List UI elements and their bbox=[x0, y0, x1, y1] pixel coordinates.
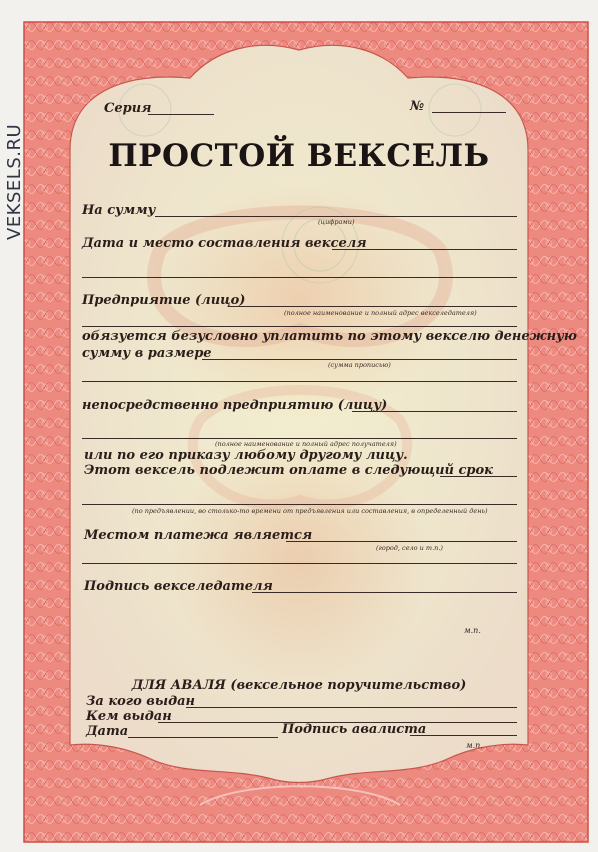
enterprise-label: Предприятие (лицо) bbox=[82, 293, 246, 308]
order-text: или по его приказу любому другому лицу. bbox=[84, 448, 408, 463]
date-place-field-2[interactable] bbox=[82, 277, 517, 278]
date-place-field[interactable] bbox=[332, 249, 517, 250]
series-label: Серия bbox=[104, 101, 152, 116]
payment-place-label: Местом платежа является bbox=[84, 528, 313, 543]
signature-field[interactable] bbox=[252, 592, 517, 593]
aval-date-label: Дата bbox=[86, 724, 129, 739]
obligation-text-2: сумму в размере bbox=[82, 346, 212, 361]
number-field[interactable] bbox=[432, 112, 506, 113]
amount-label: На сумму bbox=[82, 203, 156, 218]
enterprise-hint: (полное наименование и полный адрес векселедателя) bbox=[284, 309, 477, 317]
signature-label: Подпись векселедателя bbox=[84, 579, 273, 594]
directly-label: непосредственно предприятию (лицу) bbox=[82, 398, 388, 413]
aval-signature-field[interactable] bbox=[410, 735, 517, 736]
payment-place-field[interactable] bbox=[286, 541, 517, 542]
watermark-text: VEKSELS.RU bbox=[4, 123, 25, 240]
seal-label: м.п. bbox=[464, 626, 481, 635]
number-label: № bbox=[410, 99, 425, 114]
amount-hint: (цифрами) bbox=[318, 218, 355, 226]
payment-place-field-2[interactable] bbox=[82, 563, 517, 564]
term-label: Этот вексель подлежит оплате в следующий срок bbox=[84, 463, 493, 478]
enterprise-field[interactable] bbox=[228, 306, 517, 307]
aval-seal-label: м.п. bbox=[466, 741, 483, 750]
aval-issued-by-label: Кем выдан bbox=[86, 709, 172, 724]
amount-field[interactable] bbox=[155, 216, 517, 217]
term-field[interactable] bbox=[440, 476, 517, 477]
aval-date-field[interactable] bbox=[128, 737, 278, 738]
document-title: ПРОСТОЙ ВЕКСЕЛЬ bbox=[108, 138, 490, 174]
sum-words-field[interactable] bbox=[202, 359, 517, 360]
aval-heading: ДЛЯ АВАЛЯ (вексельное поручительство) bbox=[131, 678, 467, 693]
series-field[interactable] bbox=[148, 114, 214, 115]
obligation-text-1: обязуется безусловно уплатить по этому векселю денежную bbox=[82, 329, 577, 344]
sum-words-field-2[interactable] bbox=[82, 381, 517, 382]
enterprise-field-2[interactable] bbox=[82, 326, 517, 327]
payment-place-hint: (город, село и т.п.) bbox=[376, 544, 443, 552]
recipient-hint: (полное наименование и полный адрес получателя) bbox=[215, 440, 397, 448]
aval-for-whom-label: За кого выдан bbox=[86, 694, 196, 709]
sum-words-hint: (сумма прописью) bbox=[328, 361, 391, 369]
term-field-2[interactable] bbox=[82, 504, 517, 505]
recipient-field[interactable] bbox=[352, 411, 517, 412]
term-hint: (по предъявлении, во столько-то времени от предъявления или составления, в определенный день) bbox=[132, 507, 488, 515]
recipient-field-2[interactable] bbox=[82, 438, 517, 439]
aval-for-whom-field[interactable] bbox=[186, 707, 517, 708]
aval-signature-label: Подпись авалиста bbox=[282, 722, 427, 737]
date-place-label: Дата и место составления векселя bbox=[82, 236, 367, 251]
